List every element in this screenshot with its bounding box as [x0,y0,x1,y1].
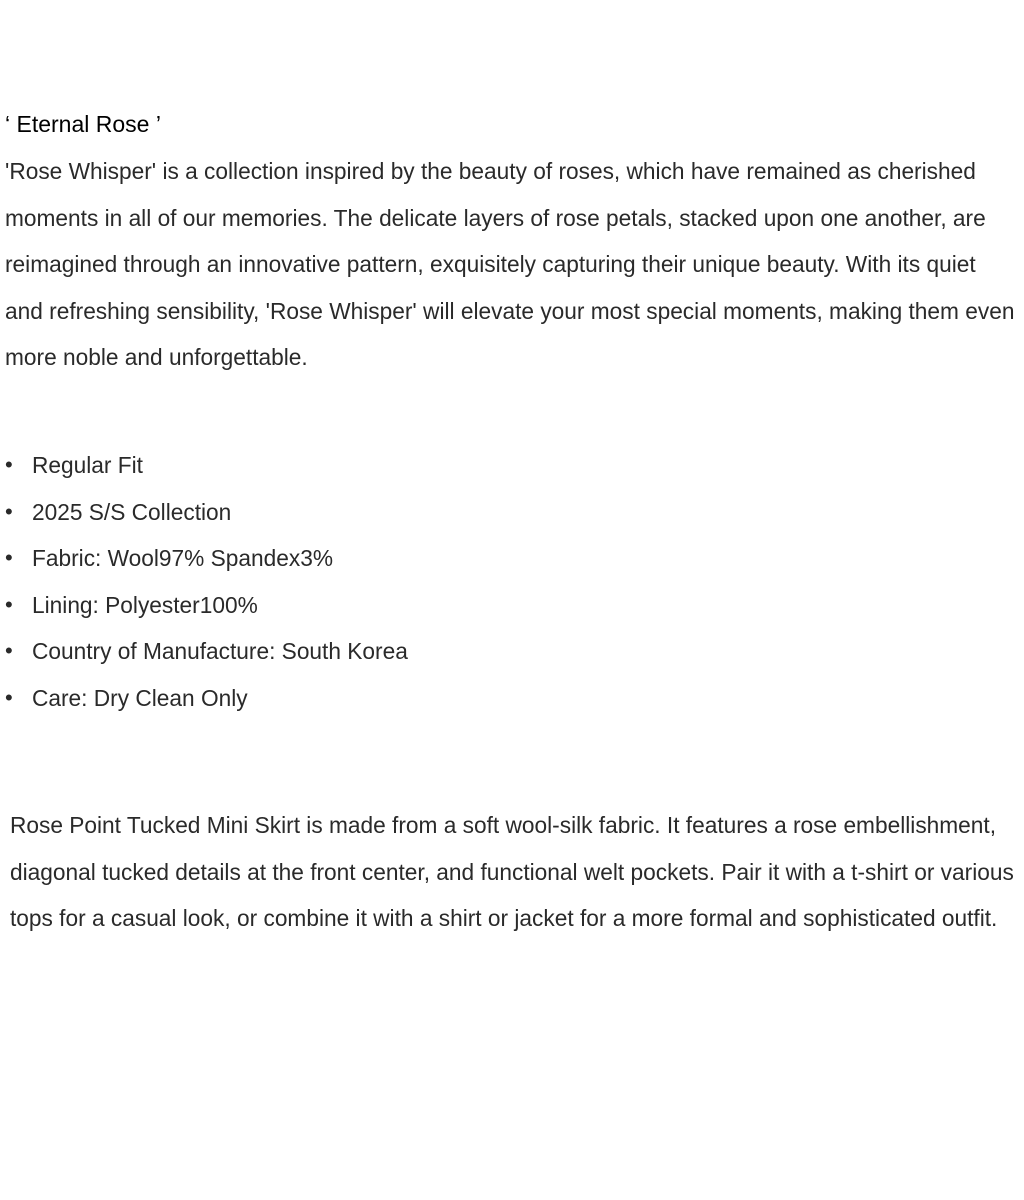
spec-item-label: Regular Fit [32,452,143,478]
spec-list [5,442,408,721]
spec-item-label: Care: Dry Clean Only [32,684,248,711]
bullet-icon: • [5,498,13,524]
bullet-icon: • [5,452,13,477]
spec-item-label: Fabric: Wool97% Spandex3% [32,545,333,571]
spec-item-care [5,675,408,722]
spec-item-label: 2025 S/S Collection [32,498,232,525]
spec-item-lining [5,582,408,629]
spec-item-label: Country of Manufacture: South Korea [32,638,408,664]
spec-item-fit [5,442,408,489]
collection-title: ‘ Eternal Rose ’ [5,111,161,137]
bullet-icon: • [5,684,13,710]
spec-item-collection [5,489,408,536]
product-description: Rose Point Tucked Mini Skirt is made from a soft wool-silk fabric. It features a rose embellishment, diagonal tucked details at the front center, and functional welt pockets. Pair it with a t-shirt or various tops for a casual look, or combine it with a shirt or jacket for a more formal and sophisticated outfit. [10,812,1014,931]
spec-item-fabric [5,535,408,582]
bullet-icon: • [5,545,13,570]
spec-item-label: Lining: Polyester100% [32,591,258,618]
collection-description: 'Rose Whisper' is a collection inspired by the beauty of roses, which have remained as cherished moments in all of our memories. The delicate layers of rose petals, stacked upon one another, are reimagined through an innovative pattern, exquisitely capturing their unique beauty. With its quiet and refreshing sensibility, 'Rose Whisper' will elevate your most special moments, making them even more noble and unforgettable. [5,158,1015,370]
spec-item-country [5,628,408,675]
bullet-icon: • [5,591,13,617]
bullet-icon: • [5,638,13,663]
